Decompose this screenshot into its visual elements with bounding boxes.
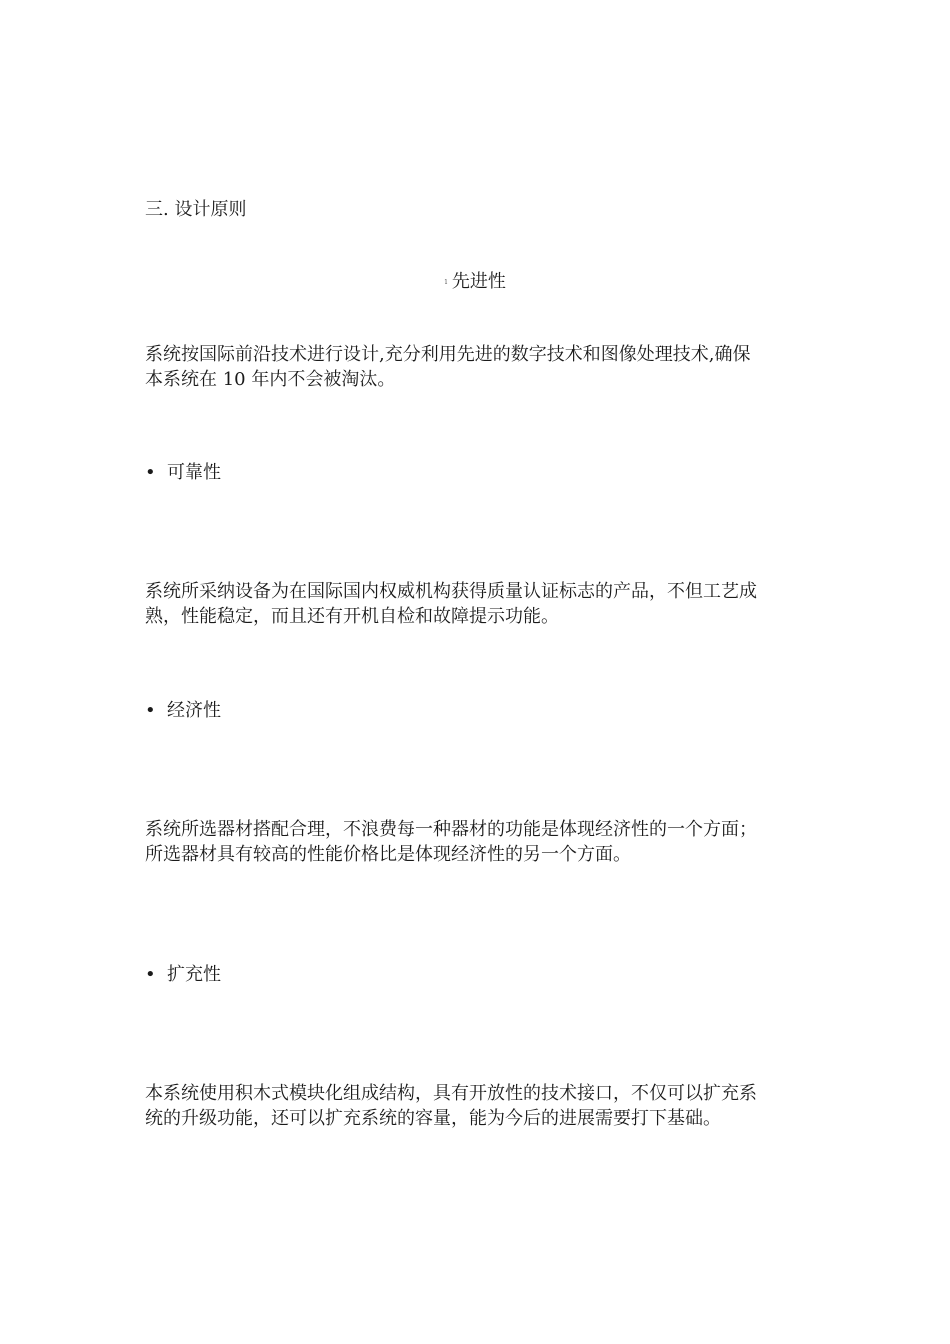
principle-title: 先进性 — [451, 271, 506, 292]
principle-paragraph-reliability — [145, 579, 805, 629]
section-heading: 三. 设计原则 — [145, 199, 247, 220]
principle-paragraph-advanced — [145, 342, 805, 392]
principle-title: 扩充性 — [167, 964, 221, 985]
paragraph-line: 系统所采纳设备为在国际国内权威机构获得质量认证标志的产品，不但工艺成 — [145, 581, 757, 602]
paragraph-line: 系统所选器材搭配合理，不浪费每一种器材的功能是体现经济性的一个方面； — [145, 819, 757, 840]
principle-heading-extensibility — [145, 962, 221, 987]
principle-paragraph-economy — [145, 817, 805, 867]
paragraph-line: 系统按国际前沿技术进行设计,充分利用先进的数字技术和图像处理技术,确保 — [145, 344, 751, 365]
paragraph-line: 本系统使用积木式模块化组成结构，具有开放性的技术接口，不仅可以扩充系 — [145, 1083, 757, 1104]
principle-heading-advanced — [0, 269, 950, 295]
principle-title: 经济性 — [167, 700, 221, 721]
principle-heading-economy — [145, 698, 221, 723]
bullet-icon: • — [145, 462, 156, 483]
heading-marker: 1 — [444, 278, 448, 286]
paragraph-line: 本系统在 10 年内不会被淘汰。 — [145, 369, 396, 390]
principle-title: 可靠性 — [167, 462, 221, 483]
paragraph-line: 熟，性能稳定，而且还有开机自检和故障提示功能。 — [145, 606, 559, 627]
bullet-icon: • — [145, 700, 156, 721]
principle-heading-reliability — [145, 460, 221, 485]
paragraph-line: 统的升级功能，还可以扩充系统的容量，能为今后的进展需要打下基础。 — [145, 1108, 721, 1129]
principle-paragraph-extensibility — [145, 1081, 805, 1131]
paragraph-line: 所选器材具有较高的性能价格比是体现经济性的另一个方面。 — [145, 844, 631, 865]
bullet-icon: • — [145, 964, 156, 985]
